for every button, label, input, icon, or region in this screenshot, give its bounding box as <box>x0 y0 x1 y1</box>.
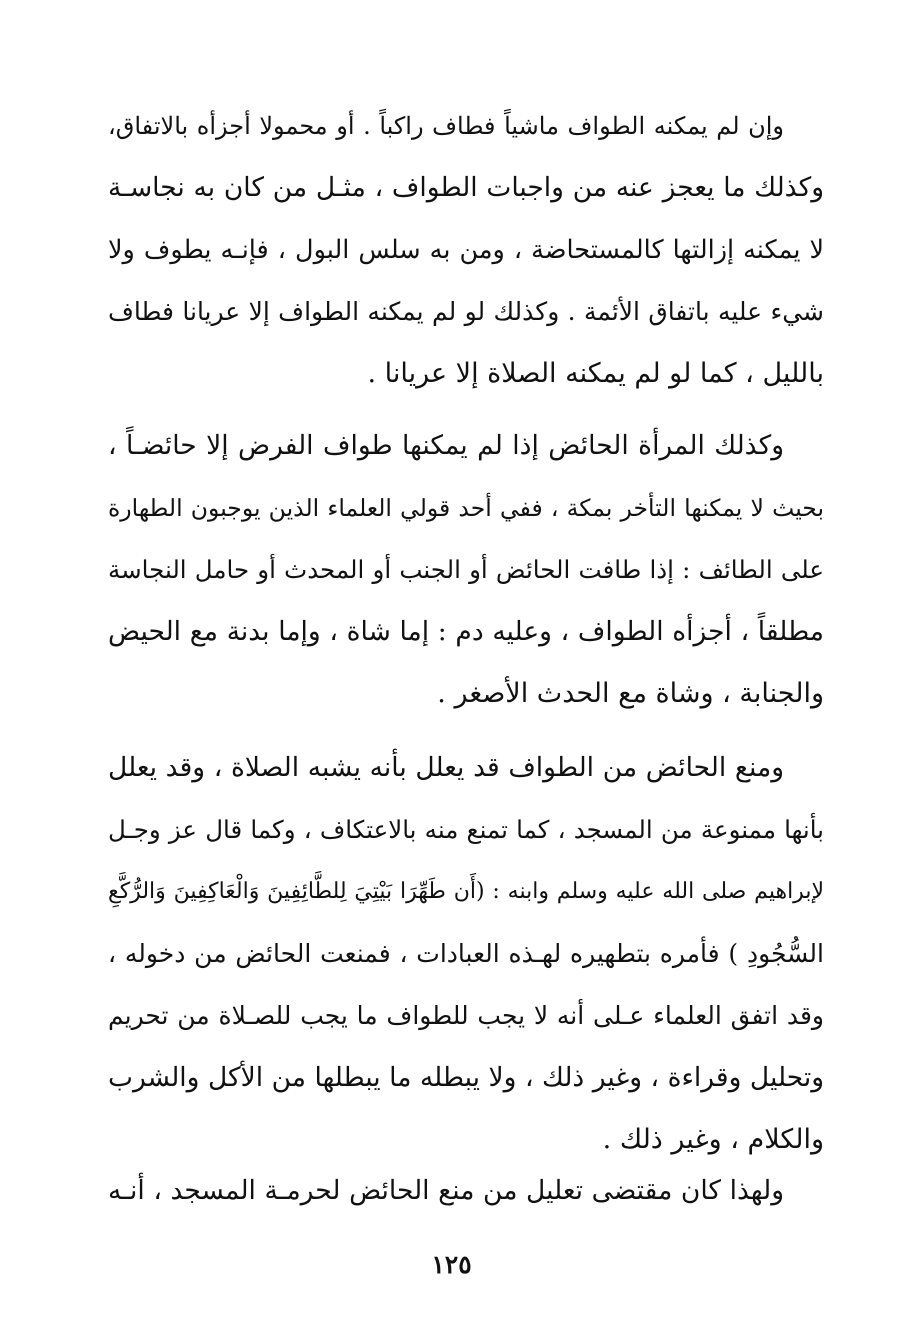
text-line: ومنع الحائض من الطواف قد يعلل بأنه يشبه الصلاة ، وقد يعلل <box>108 752 784 783</box>
text-line: وكذلك المرأة الحائض إذا لم يمكنها طواف الفرض إلا حائضـاً ، <box>108 430 784 461</box>
text-line: بحيث لا يمكنها التأخر بمكة ، ففي أحد قولي العلماء الذين يوجبون الطهارة <box>108 494 824 522</box>
text-line: وكذلك ما يعجز عنه من واجبات الطواف ، مثـل من كان به نجاسـة <box>108 172 824 203</box>
text-line: لا يمكنه إزالتها كالمستحاضة ، ومن به سلس البول ، فإنـه يطوف ولا <box>108 235 824 265</box>
text-line: وإن لم يمكنه الطواف ماشياً فطاف راكباً . أو محمولا أجزأه بالاتفاق، <box>108 112 784 140</box>
text-line: على الطائف : إذا طافت الحائض أو الجنب أو المحدث أو حامل النجاسة <box>108 555 824 584</box>
text-line: والجنابة ، وشاة مع الحدث الأصغر . <box>437 678 824 709</box>
paragraph-2 <box>108 415 824 725</box>
text-line: بالليل ، كما لو لم يمكنه الصلاة إلا عريانا . <box>367 358 824 389</box>
text-line: ولهذا كان مقتضى تعليل من منع الحائض لحرمـة المسجد ، أنـه <box>108 1175 784 1206</box>
text-line: والكلام ، وغير ذلك . <box>602 1124 824 1155</box>
text-line: بأنها ممنوعة من المسجد ، كما تمنع منه بالاعتكاف ، وكما قال عز وجـل <box>108 815 824 844</box>
text-line: شيء عليه باتفاق الأئمة . وكذلك لو لم يمكنه الطواف إلا عريانا فطاف <box>108 297 824 326</box>
text-line: وقد اتفق العلماء عـلى أنه لا يجب للطواف ما يجب للصـلاة من تحريم <box>108 1001 824 1030</box>
text-line-quran-verse: لإبراهيم صلى الله عليه وسلم وابنه : (أَن طَهِّرَا بَيْتِيَ لِلطَّائِفِينَ وَالْعَاكِفِينَ وَالرُّكَّعِ <box>108 879 824 904</box>
paragraph-3 <box>108 737 824 1171</box>
text-line: السُّجُودِ ) فأمره بتطهيره لهـذه العبادات ، فمنعت الحائض من دخوله ، <box>108 939 824 968</box>
text-line: مطلقاً ، أجزأه الطواف ، وعليه دم : إما شاة ، وإما بدنة مع الحيض <box>108 616 824 647</box>
page-number: ١٢٥ <box>431 1250 472 1279</box>
paragraph-4 <box>108 1160 824 1222</box>
text-line: وتحليل وقراءة ، وغير ذلك ، ولا يبطله ما يبطلها من الأكل والشرب <box>108 1062 824 1093</box>
paragraph-1 <box>108 95 824 405</box>
